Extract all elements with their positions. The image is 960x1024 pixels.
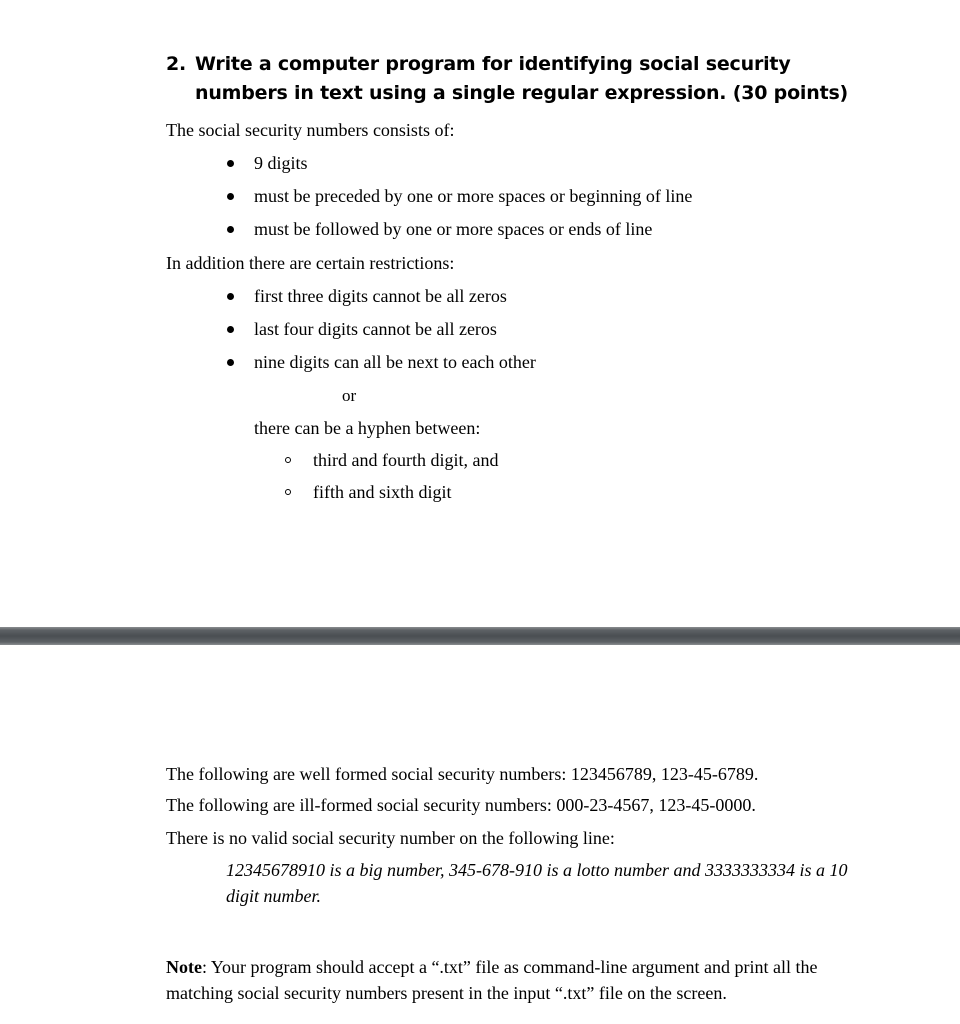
bullet-icon bbox=[227, 293, 234, 300]
no-valid-intro: There is no valid social security number on the following line: bbox=[166, 828, 615, 848]
well-formed-examples: The following are well formed social security numbers: 123456789, 123-45-6789. bbox=[166, 764, 759, 784]
consists-item: 9 digits bbox=[254, 153, 308, 173]
question-number: 2. bbox=[166, 53, 187, 75]
or-text: or bbox=[342, 386, 357, 405]
hyphen-position-item: third and fourth digit, and bbox=[313, 450, 499, 470]
hyphen-intro: there can be a hyphen between: bbox=[254, 418, 481, 438]
hyphen-position-item: fifth and sixth digit bbox=[313, 482, 452, 502]
bullet-icon bbox=[227, 326, 234, 333]
restriction-item: last four digits cannot be all zeros bbox=[254, 319, 497, 339]
note-label: Note bbox=[166, 957, 202, 977]
bullet-icon bbox=[227, 160, 234, 167]
bullet-icon bbox=[227, 359, 234, 366]
intro-text: The social security numbers consists of: bbox=[166, 120, 455, 140]
no-valid-example-line: 12345678910 is a big number, 345-678-910 is a lotto number and 3333333334 is a 10 digit number. bbox=[226, 860, 848, 906]
restriction-item: first three digits cannot be all zeros bbox=[254, 286, 507, 306]
ill-formed-examples: The following are ill-formed social security numbers: 000-23-4567, 123-45-0000. bbox=[166, 795, 756, 815]
page-divider bbox=[0, 627, 960, 645]
note-text: : Your program should accept a “.txt” file as command-line argument and print all the matching social security numbers present in the input “.txt” file on the screen. bbox=[166, 957, 818, 1003]
bullet-icon bbox=[227, 226, 234, 233]
restriction-item: nine digits can all be next to each other bbox=[254, 352, 536, 372]
question-heading bbox=[166, 50, 886, 108]
question-title: Write a computer program for identifying social security numbers in text using a single regular expression. (30 points) bbox=[195, 53, 849, 104]
circle-bullet-icon bbox=[285, 489, 291, 495]
consists-item: must be preceded by one or more spaces or beginning of line bbox=[254, 186, 693, 206]
consists-item: must be followed by one or more spaces or ends of line bbox=[254, 219, 653, 239]
bullet-icon bbox=[227, 193, 234, 200]
circle-bullet-icon bbox=[285, 457, 291, 463]
restrictions-intro: In addition there are certain restrictions: bbox=[166, 253, 455, 273]
note-paragraph bbox=[166, 954, 866, 1006]
